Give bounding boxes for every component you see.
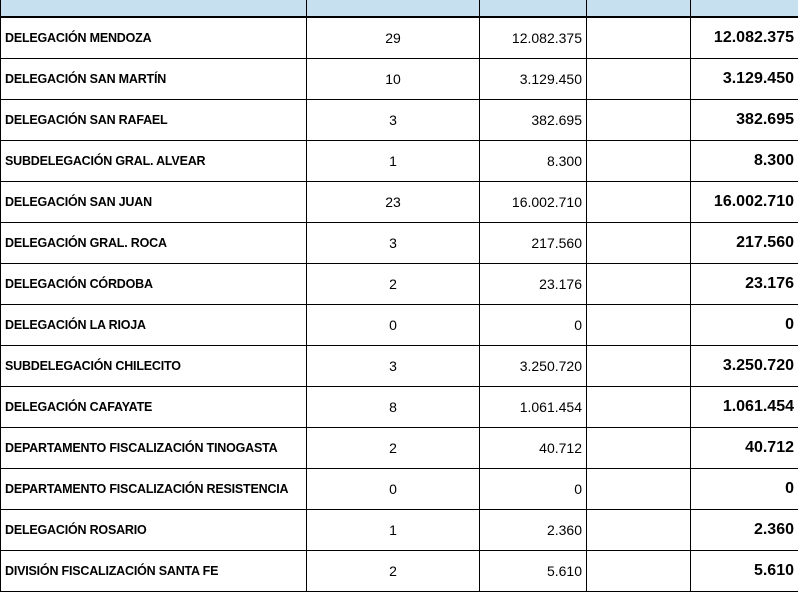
total-cell: 16.002.710 (691, 181, 798, 222)
name-cell: SUBDELEGACIÓN GRAL. ALVEAR (1, 140, 307, 181)
count-cell: 29 (307, 17, 480, 58)
table-row (1, 17, 798, 58)
extra-cell (587, 17, 691, 58)
amount-cell: 40.712 (480, 427, 587, 468)
table-row (1, 509, 798, 550)
table-row (1, 140, 798, 181)
extra-cell (587, 386, 691, 427)
table-body (1, 0, 798, 591)
total-cell: 12.082.375 (691, 17, 798, 58)
count-cell: 3 (307, 222, 480, 263)
count-cell: 1 (307, 140, 480, 181)
count-cell: 0 (307, 304, 480, 345)
count-cell: 2 (307, 550, 480, 591)
amount-cell: 16.002.710 (480, 181, 587, 222)
name-cell: DELEGACIÓN SAN RAFAEL (1, 99, 307, 140)
table-row (1, 386, 798, 427)
total-cell: 0 (691, 468, 798, 509)
amount-cell: 3.129.450 (480, 58, 587, 99)
count-cell: 2 (307, 427, 480, 468)
header-row (1, 0, 798, 17)
count-cell: 1 (307, 509, 480, 550)
amount-cell: 12.082.375 (480, 17, 587, 58)
table-row (1, 345, 798, 386)
name-cell: DELEGACIÓN MENDOZA (1, 17, 307, 58)
extra-cell (587, 222, 691, 263)
total-cell: 40.712 (691, 427, 798, 468)
total-cell: 382.695 (691, 99, 798, 140)
total-cell: 1.061.454 (691, 386, 798, 427)
header-cell-extra (587, 0, 691, 17)
count-cell: 10 (307, 58, 480, 99)
table-row (1, 263, 798, 304)
amount-cell: 382.695 (480, 99, 587, 140)
name-cell: DELEGACIÓN LA RIOJA (1, 304, 307, 345)
count-cell: 8 (307, 386, 480, 427)
table-row (1, 468, 798, 509)
name-cell: SUBDELEGACIÓN CHILECITO (1, 345, 307, 386)
table-row (1, 304, 798, 345)
total-cell: 8.300 (691, 140, 798, 181)
header-cell-amount (480, 0, 587, 17)
extra-cell (587, 140, 691, 181)
count-cell: 0 (307, 468, 480, 509)
extra-cell (587, 468, 691, 509)
extra-cell (587, 263, 691, 304)
amount-cell: 0 (480, 468, 587, 509)
amount-cell: 8.300 (480, 140, 587, 181)
name-cell: DELEGACIÓN SAN JUAN (1, 181, 307, 222)
table-row (1, 58, 798, 99)
total-cell: 3.250.720 (691, 345, 798, 386)
name-cell: DELEGACIÓN CAFAYATE (1, 386, 307, 427)
header-cell-total (691, 0, 798, 17)
extra-cell (587, 58, 691, 99)
name-cell: DEPARTAMENTO FISCALIZACIÓN RESISTENCIA (1, 468, 307, 509)
count-cell: 2 (307, 263, 480, 304)
table-row (1, 222, 798, 263)
table-row (1, 181, 798, 222)
count-cell: 23 (307, 181, 480, 222)
name-cell: DIVISIÓN FISCALIZACIÓN SANTA FE (1, 550, 307, 591)
name-cell: DELEGACIÓN SAN MARTÍN (1, 58, 307, 99)
header-cell-count (307, 0, 480, 17)
table-row (1, 99, 798, 140)
total-cell: 2.360 (691, 509, 798, 550)
extra-cell (587, 509, 691, 550)
name-cell: DELEGACIÓN CÓRDOBA (1, 263, 307, 304)
count-cell: 3 (307, 345, 480, 386)
total-cell: 3.129.450 (691, 58, 798, 99)
amount-cell: 2.360 (480, 509, 587, 550)
extra-cell (587, 304, 691, 345)
amount-cell: 1.061.454 (480, 386, 587, 427)
extra-cell (587, 345, 691, 386)
table-row (1, 550, 798, 591)
count-cell: 3 (307, 99, 480, 140)
name-cell: DEPARTAMENTO FISCALIZACIÓN TINOGASTA (1, 427, 307, 468)
amount-cell: 23.176 (480, 263, 587, 304)
total-cell: 5.610 (691, 550, 798, 591)
header-cell-name (1, 0, 307, 17)
amount-cell: 5.610 (480, 550, 587, 591)
amount-cell: 3.250.720 (480, 345, 587, 386)
total-cell: 0 (691, 304, 798, 345)
name-cell: DELEGACIÓN ROSARIO (1, 509, 307, 550)
amount-cell: 217.560 (480, 222, 587, 263)
extra-cell (587, 427, 691, 468)
extra-cell (587, 550, 691, 591)
total-cell: 23.176 (691, 263, 798, 304)
table-row (1, 427, 798, 468)
extra-cell (587, 99, 691, 140)
amount-cell: 0 (480, 304, 587, 345)
total-cell: 217.560 (691, 222, 798, 263)
name-cell: DELEGACIÓN GRAL. ROCA (1, 222, 307, 263)
extra-cell (587, 181, 691, 222)
